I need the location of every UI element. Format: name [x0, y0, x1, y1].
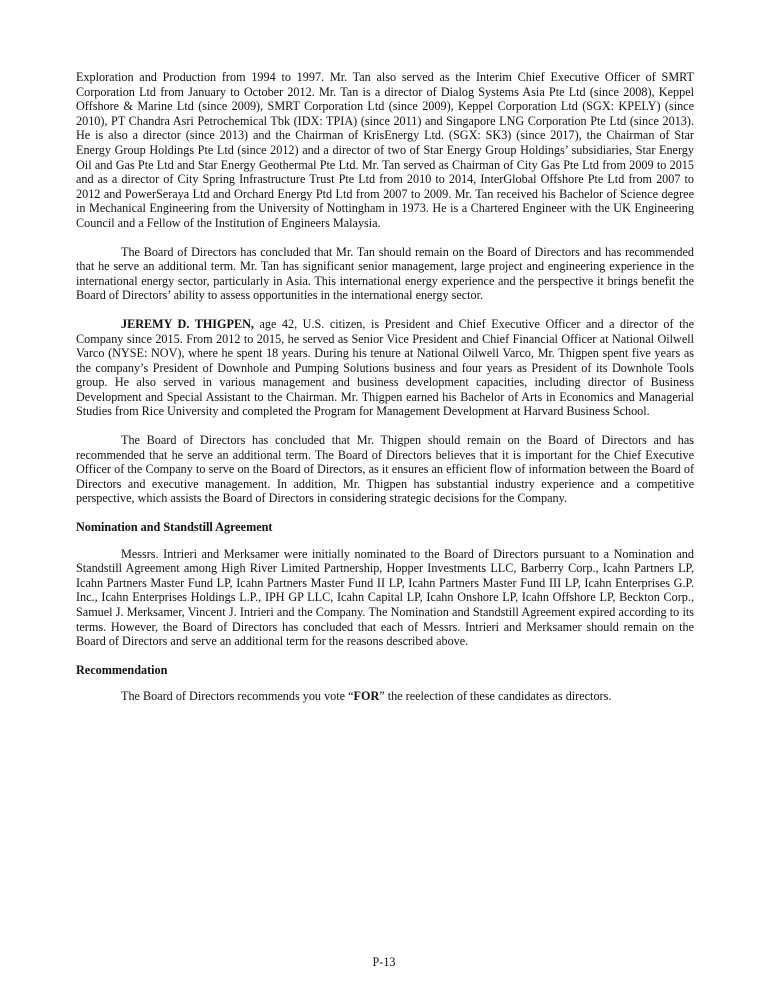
paragraph-tan-conclusion: The Board of Directors has concluded that Mr. Tan should remain on the Board of Directors and has recommended that he serve an additional term. Mr. Tan has significant senior management, large project and engineering experience in the international energy sector, particularly in Asia. This international energy experience and the perspective it brings benefit the Board of Directors’ ability to assess opportunities in the international energy sector.: [76, 244, 694, 303]
section-heading-recommendation: Recommendation: [76, 662, 168, 677]
section-heading-nomination: Nomination and Standstill Agreement: [76, 520, 273, 535]
paragraph-thigpen-conclusion: The Board of Directors has concluded that Mr. Thigpen should remain on the Board of Directors and has recommended that he serve an additional term. The Board of Directors believes that it is important for the Chief Executive Officer of the Company to serve on the Board of Directors, as it ensures an efficient flow of information between the Board of Directors and executive management. In addition, Mr. Thigpen has substantial industry experience and a competitive perspective, which assists the Board of Directors in considering strategic decisions for the Company.: [76, 433, 694, 506]
paragraph-nomination: Messrs. Intrieri and Merksamer were initially nominated to the Board of Directors pursuant to a Nomination and Standstill Agreement among High River Limited Partnership, Hopper Investments LLC, Barberry Corp., Icahn Partners LP, Icahn Partners Master Fund LP, Icahn Partners Master Fund II LP, Icahn Partners Master Fund III LP, Icahn Enterprises G.P. Inc., Icahn Enterprises Holdings L.P., IPH GP LLC, Icahn Capital LP, Icahn Onshore LP, Icahn Offshore LP, Beckton Corp., Samuel J. Merksamer, Vincent J. Intrieri and the Company. The Nomination and Standstill Agreement expired according to its terms. However, the Board of Directors has concluded that each of Messrs. Intrieri and Merksamer should remain on the Board of Directors and serve an additional term for the reasons described above.: [76, 546, 694, 649]
recommendation-text-a: The Board of Directors recommends you vote “: [121, 689, 354, 704]
paragraph-recommendation: [76, 689, 694, 704]
page-number: P-13: [372, 955, 396, 969]
director-name: JEREMY D. THIGPEN,: [121, 316, 254, 331]
recommendation-text-c: ” the reelection of these candidates as directors.: [379, 689, 612, 704]
paragraph-tan-bio: Exploration and Production from 1994 to 1997. Mr. Tan also served as the Interim Chief Executive Officer of SMRT Corporation Ltd from January to October 2012. Mr. Tan is a director of Dialog Systems Asia Pte Ltd (since 2008), Keppel Offshore & Marine Ltd (since 2009), SMRT Corporation Ltd (since 2009), Keppel Corporation Ltd (SGX: KPELY) (since 2010), PT Chandra Asri Petrochemical Tbk (IDX: TPIA) (since 2011) and Singapore LNG Corporation Pte Ltd (since 2013). He is also a director (since 2013) and the Chairman of KrisEnergy Ltd. (SGX: SK3) (since 2017), the Chairman of Star Energy Group Holdings Pte Ltd (since 2012) and a director of two of Star Energy Group Holdings’ subsidiaries, Star Energy Oil and Gas Pte Ltd and Star Energy Geothermal Pte Ltd. Mr. Tan served as Chairman of City Gas Pte Ltd from 2009 to 2015 and as a director of City Spring Infrastructure Trust Pte Ltd from 2010 to 2014, InterGlobal Offshore Pte Ltd from 2007 to 2012 and PowerSeraya Ltd and Orchard Energy Ptd Ltd from 2007 to 2009. Mr. Tan received his Bachelor of Science degree in Mechanical Engineering from the University of Nottingham in 1973. He is a Chartered Engineer with the UK Engineering Council and a Fellow of the Institution of Engineers Malaysia.: [76, 70, 694, 230]
thigpen-bio-text: age 42, U.S. citizen, is President and Chief Executive Officer and a director of the Company since 2015. From 2012 to 2015, he served as Senior Vice President and Chief Financial Officer at National Oilwell Varco (NYSE: NOV), where he spent 18 years. During his tenure at National Oilwell Varco, Mr. Thigpen spent five years as the company’s President of Downhole and Pumping Solutions business and four years as President of its Downhole Tools group. He also served in various management and business development capacities, including director of Business Development and Special Assistant to the Chairman. Mr. Thigpen earned his Bachelor of Arts in Economics and Managerial Studies from Rice University and completed the Program for Management Development at Harvard Business School.: [76, 316, 695, 419]
recommendation-for: FOR: [353, 689, 380, 704]
paragraph-thigpen-bio: [76, 317, 694, 419]
document-page: [76, 70, 694, 718]
